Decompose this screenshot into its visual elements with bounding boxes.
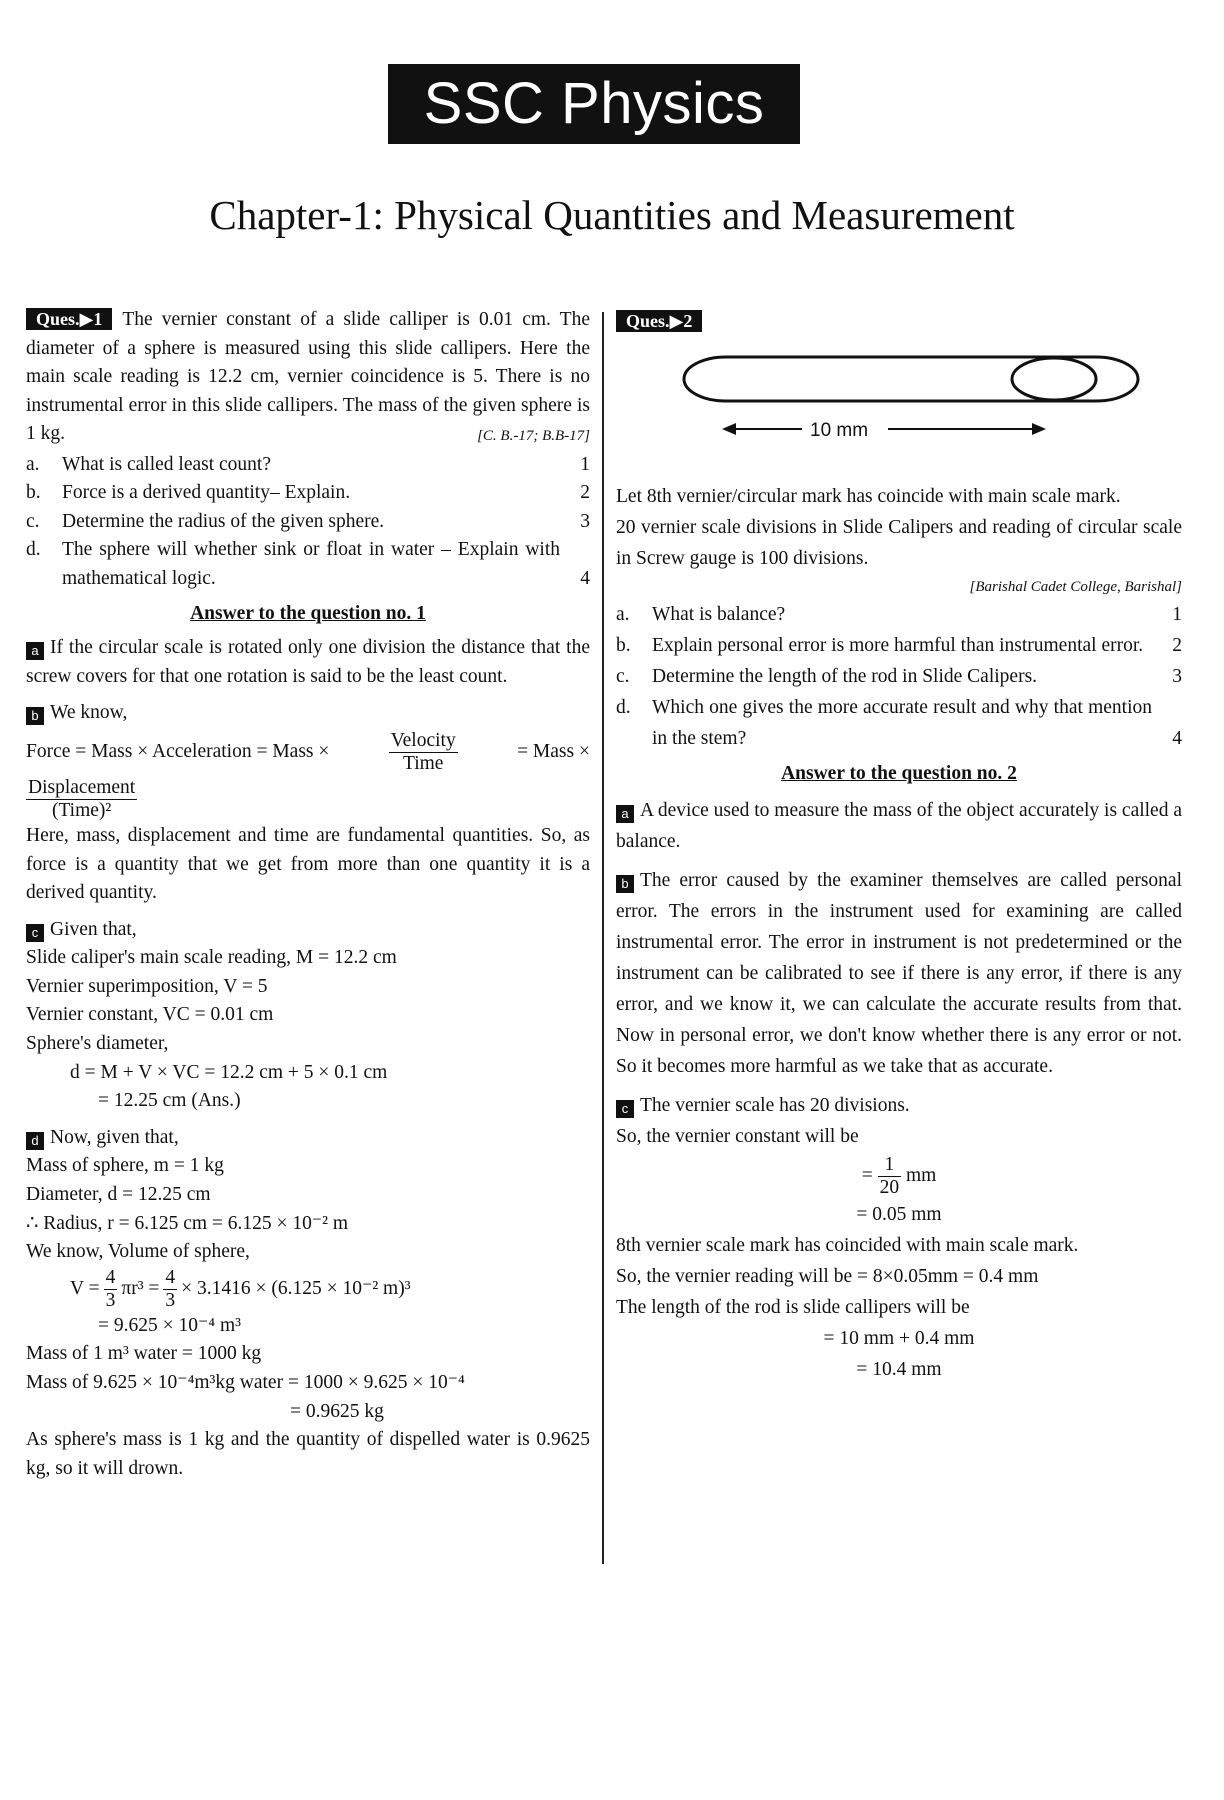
frac-denominator: (Time)² xyxy=(51,799,112,821)
q2-item-marks: 1 xyxy=(1172,604,1182,625)
q2-answer-c-intro xyxy=(616,1090,1182,1121)
q1-answer-d-line: Mass of 1 m³ water = 1000 kg xyxy=(26,1343,262,1365)
q1-source-line xyxy=(26,421,590,451)
dimension-arrow-right-head xyxy=(1032,423,1046,435)
q1-answer-b-intro-text: We know, xyxy=(50,702,128,724)
q1-item-marks: 3 xyxy=(580,510,590,532)
q1-answer-c-line: Sphere's diameter, xyxy=(26,1033,169,1055)
q1-volume-equation xyxy=(26,1267,590,1312)
q1-displacement-fraction xyxy=(26,777,590,822)
q1-answer-b-text: Here, mass, displacement and time are fundamental quantities. So, as force is a quantity that we get from more than one quantity it is a derived quantity. xyxy=(26,824,590,904)
page-banner-title: SSC Physics xyxy=(388,64,800,144)
answer-marker-b: b xyxy=(26,707,44,725)
q1-answer-d-line: Mass of 9.625 × 10⁻⁴m³kg water = 1000 × 9.625 × 10⁻⁴ xyxy=(26,1372,465,1393)
q2-item-text: What is balance? xyxy=(652,604,786,625)
q2-item-text: Explain personal error is more harmful than instrumental error. xyxy=(652,635,1144,656)
volume-eq-c: × 3.1416 × (6.125 × 10⁻² m)³ xyxy=(181,1278,411,1300)
q1-item-c xyxy=(26,508,590,537)
q2-answer-heading: Answer to the question no. 2 xyxy=(781,763,1017,784)
q2-tag: Ques.▶2 xyxy=(616,310,702,332)
q1-answer-c-line: Given that, xyxy=(50,918,137,940)
frac-denominator: 20 xyxy=(879,1176,900,1198)
q2-item-label: d. xyxy=(616,697,631,718)
one-twentieth-fraction xyxy=(878,1154,902,1199)
frac-numerator: 4 xyxy=(165,1266,176,1288)
q2-item-d xyxy=(616,692,1182,754)
answer-marker-a: a xyxy=(616,805,634,823)
q2-answer-c-line: = 0.05 mm xyxy=(856,1203,942,1225)
q1-answer-c-line: Vernier constant, VC = 0.01 cm xyxy=(26,1004,274,1026)
rod-outline xyxy=(684,357,1138,401)
answer-marker-c: c xyxy=(616,1100,634,1118)
q2-item-text: Determine the length of the rod in Slide Calipers. xyxy=(652,666,1038,687)
frac-denominator: 3 xyxy=(105,1289,116,1311)
q2-item-label: a. xyxy=(616,604,630,625)
q1-answer-c-result: = 12.25 cm (Ans.) xyxy=(98,1090,241,1112)
q2-answer-a xyxy=(616,795,1182,857)
q2-answer-c-line: = 10 mm + 0.4 mm xyxy=(823,1327,975,1349)
q2-source-line xyxy=(616,574,1182,599)
q1-item-d xyxy=(26,536,590,593)
q1-answer-d-line: Mass of sphere, m = 1 kg xyxy=(26,1155,224,1177)
q1-item-marks: 1 xyxy=(580,453,590,475)
unit-label: mm xyxy=(905,1164,937,1186)
q1-stem: The vernier constant of a slide calliper is 0.01 cm. The diameter of a sphere is measured using this slide callipers. Here the main scale reading is 12.2 cm, vernier coincidence is 5. There is no instrumental error in this slide callipers. The mass of the given sphere is 1 kg. xyxy=(26,309,590,445)
q1-item-label: b. xyxy=(26,482,41,504)
q2-answer-c-line: So, the vernier reading will be = 8×0.05mm = 0.4 mm xyxy=(616,1265,1039,1287)
question-2-column xyxy=(616,306,1182,1385)
frac-denominator: Time xyxy=(402,752,444,774)
frac-numerator: 4 xyxy=(105,1266,116,1288)
column-divider xyxy=(602,312,604,1564)
q1-answer-c-line: d = M + V × VC = 12.2 cm + 5 × 0.1 cm xyxy=(70,1061,388,1083)
q1-answer-heading: Answer to the question no. 1 xyxy=(190,602,426,624)
q1-answer-c-line: Slide caliper's main scale reading, M = 12.2 cm xyxy=(26,947,397,969)
answer-marker-d: d xyxy=(26,1132,44,1150)
q1-item-label: d. xyxy=(26,539,41,561)
q2-stem-2: 20 vernier scale divisions in Slide Calipers and reading of circular scale in Screw gauge is 100 divisions. xyxy=(616,517,1182,569)
q2-answer-c-result: = 10.4 mm xyxy=(856,1358,942,1380)
q1-tag: Ques.▶1 xyxy=(26,308,112,330)
answer-marker-a: a xyxy=(26,642,44,660)
q2-item-a xyxy=(616,599,1182,630)
frac-numerator: Displacement xyxy=(28,776,136,798)
q2-answer-a-text: A device used to measure the mass of the object accurately is called a balance. xyxy=(616,799,1182,852)
answer-marker-c: c xyxy=(26,924,44,942)
q1-force-equation xyxy=(26,730,590,775)
frac-numerator: 1 xyxy=(878,1154,902,1177)
q1-answer-d-conclusion: As sphere's mass is 1 kg and the quantity of dispelled water is 0.9625 kg, so it will drown. xyxy=(26,1429,590,1479)
q1-item-label: a. xyxy=(26,453,40,475)
q2-answer-b-text: The error caused by the examiner themselves are called personal error. The errors in the instrument used for examining are called instrumental error. The error in instrument is not predetermined or the instrument can be calibrated to see if there is any error, if there is any error, and we know it, we can calculate the accurate results from that. Now in personal error, we don't know whether there is any error or not. So it becomes more harmful as we take that as accurate. xyxy=(616,869,1182,1077)
q1-answer-c-intro xyxy=(26,916,590,945)
answer-marker-b: b xyxy=(616,875,634,893)
force-eq-part2: = Mass × xyxy=(517,741,590,763)
q2-answer-c-line: So, the vernier constant will be xyxy=(616,1125,859,1147)
q2-item-text: Which one gives the more accurate result and why that mention in the stem? xyxy=(652,697,1152,749)
q1-answer-a xyxy=(26,634,590,691)
rod-end-ellipse xyxy=(1012,358,1096,400)
force-eq-part1: Force = Mass × Acceleration = Mass × xyxy=(26,741,330,763)
four-thirds-fraction xyxy=(163,1267,177,1312)
q1-answer-b-intro xyxy=(26,699,590,728)
q2-item-marks: 4 xyxy=(1172,728,1182,749)
q1-answer-d-line: = 9.625 × 10⁻⁴ m³ xyxy=(98,1314,241,1336)
dimension-arrow-left-head xyxy=(722,423,736,435)
q1-item-text: The sphere will whether sink or float in water – Explain with mathematical logic. xyxy=(62,539,560,589)
four-thirds-fraction xyxy=(104,1267,118,1312)
q1-item-label: c. xyxy=(26,510,40,532)
frac-denominator: 3 xyxy=(165,1289,176,1311)
q1-answer-d-line: Now, given that, xyxy=(50,1126,179,1148)
q2-item-marks: 2 xyxy=(1172,635,1182,656)
volume-eq-a: V = xyxy=(70,1278,100,1300)
q1-answer-d-line: ∴ Radius, r = 6.125 cm = 6.125 × 10⁻² m xyxy=(26,1212,349,1234)
q1-answer-c-line: Vernier superimposition, V = 5 xyxy=(26,975,268,997)
q2-answer-b xyxy=(616,865,1182,1082)
q1-item-text: Force is a derived quantity– Explain. xyxy=(62,482,351,504)
chapter-title: Chapter-1: Physical Quantities and Measurement xyxy=(209,192,1015,238)
q1-item-a xyxy=(26,451,590,480)
q1-answer-d-line: Diameter, d = 12.25 cm xyxy=(26,1184,211,1206)
q2-item-marks: 3 xyxy=(1172,666,1182,687)
q1-answer-a-text: If the circular scale is rotated only one division the distance that the screw covers for that one rotation is said to be the least count. xyxy=(26,637,590,687)
q1-item-b xyxy=(26,479,590,508)
q1-item-text: What is called least count? xyxy=(62,453,271,475)
q1-answer-d-intro xyxy=(26,1124,590,1153)
q1-answer-d-line: = 0.9625 kg xyxy=(290,1400,384,1422)
q2-vernier-constant-eq: = $\frac{1}{20}$ mm xyxy=(861,1153,937,1198)
q1-answer-d-line: We know, Volume of sphere, xyxy=(26,1241,250,1263)
q1-item-marks: 2 xyxy=(580,482,590,504)
frac-numerator: Velocity xyxy=(390,729,456,751)
q2-item-label: b. xyxy=(616,635,631,656)
rod-diagram xyxy=(616,347,1182,467)
q2-stem-1: Let 8th vernier/circular mark has coincide with main scale mark. xyxy=(616,486,1121,507)
dimension-label: 10 mm xyxy=(810,420,869,441)
q2-source: [Barishal Cadet College, Barishal] xyxy=(969,579,1182,595)
q2-answer-c-line: The length of the rod is slide callipers will be xyxy=(616,1296,970,1318)
question-1-column xyxy=(26,306,590,1483)
velocity-over-time xyxy=(389,730,458,775)
displacement-over-time-squared xyxy=(26,777,137,822)
q1-source: [C. B.-17; B.B-17] xyxy=(477,427,590,444)
q2-item-b xyxy=(616,630,1182,661)
volume-eq-b: πr³ = xyxy=(121,1278,160,1300)
q2-item-label: c. xyxy=(616,666,630,687)
q2-item-c xyxy=(616,661,1182,692)
q1-item-text: Determine the radius of the given sphere. xyxy=(62,510,385,532)
q2-answer-c-line: 8th vernier scale mark has coincided with main scale mark. xyxy=(616,1234,1079,1256)
q2-answer-c-line: The vernier scale has 20 divisions. xyxy=(640,1094,910,1116)
rod-diagram-svg xyxy=(616,347,1182,467)
q2-tag-line xyxy=(616,306,1182,337)
q1-item-marks: 4 xyxy=(580,567,590,589)
